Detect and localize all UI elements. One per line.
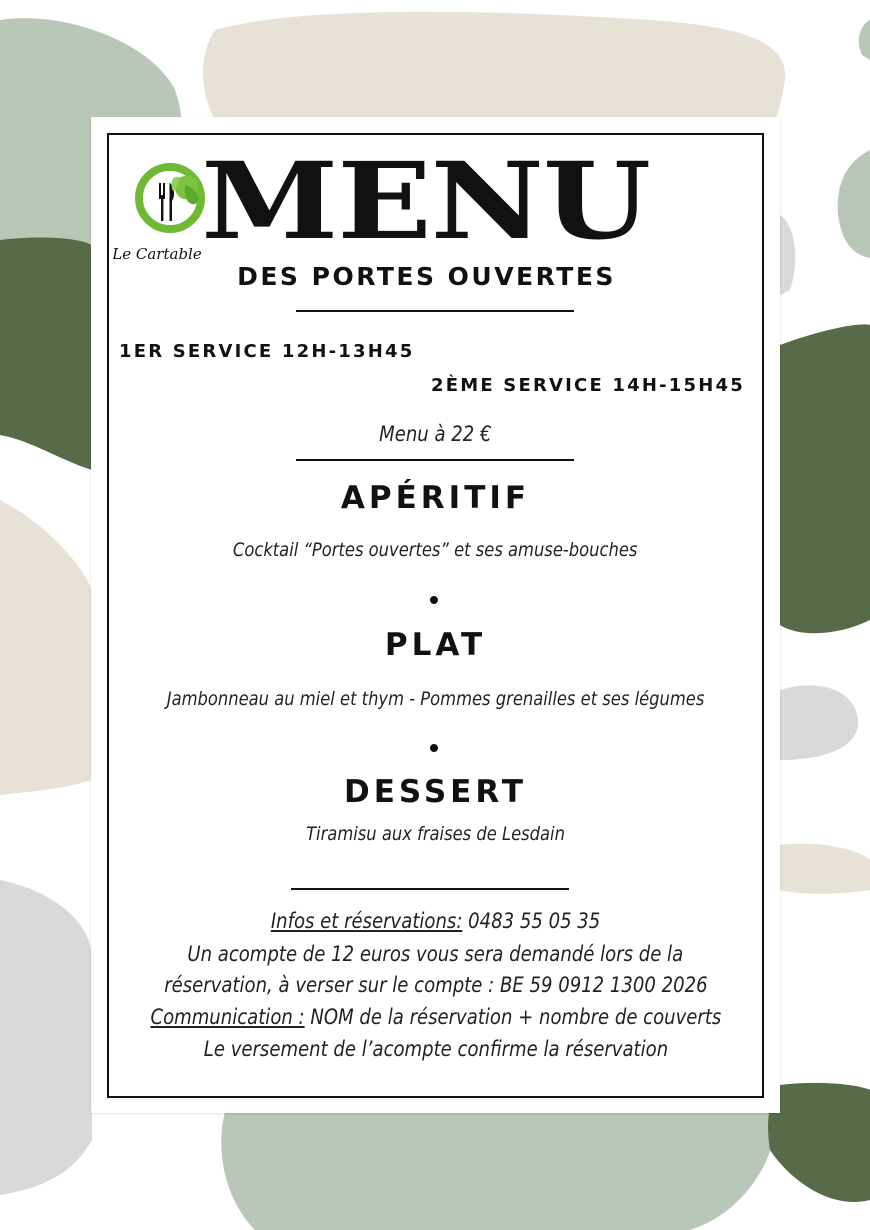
course-desc-wrap-aperitif xyxy=(91,539,780,561)
info-line-5 xyxy=(91,1037,780,1061)
divider-price xyxy=(296,459,574,461)
separator-dot-2 xyxy=(430,744,438,752)
course-description-plat: Jambonneau au miel et thym - Pommes grenailles et ses légumes xyxy=(166,688,705,710)
info-phone: 0483 55 05 35 xyxy=(462,909,601,933)
menu-title: MENU xyxy=(201,138,650,263)
info-line-1 xyxy=(91,909,780,933)
sage-blob-bottom xyxy=(221,1112,775,1230)
info-label: Infos et réservations: xyxy=(270,909,463,933)
communication-label: Communication : xyxy=(150,1005,305,1029)
confirmation-line: Le versement de l’acompte confirme la réservation xyxy=(203,1037,668,1061)
info-line-4 xyxy=(91,1005,780,1029)
logo-text: Le Cartable xyxy=(113,245,202,263)
communication-text: NOM de la réservation + nombre de couverts xyxy=(304,1005,721,1029)
course-description-aperitif: Cocktail “Portes ouvertes” et ses amuse-bouches xyxy=(233,539,638,561)
deposit-line-1: Un acompte de 12 euros vous sera demandé lors de la xyxy=(187,942,684,966)
info-line-2 xyxy=(91,942,780,966)
communication-line xyxy=(150,1005,721,1029)
course-title-dessert: DESSERT xyxy=(344,774,527,810)
price-wrapper xyxy=(91,422,780,446)
sage-sliver-right xyxy=(859,20,870,60)
divider-top xyxy=(296,310,574,312)
first-service: 1ER SERVICE 12H-13H45 xyxy=(119,341,415,362)
dark-green-blob-right xyxy=(780,324,870,633)
info-line-3 xyxy=(91,973,780,997)
menu-subtitle: DES PORTES OUVERTES xyxy=(237,262,616,291)
second-service: 2ÈME SERVICE 14H-15H45 xyxy=(431,375,745,396)
grey-blob-right-top xyxy=(780,215,795,295)
sage-blob-right-top xyxy=(838,150,870,258)
grey-blob-right-mid xyxy=(780,685,858,760)
dark-green-blob-left xyxy=(0,238,92,470)
beige-blob-left xyxy=(0,500,92,795)
separator-dot-1 xyxy=(430,596,438,604)
menu-sheet xyxy=(91,117,780,1113)
info-line-1-text xyxy=(271,909,600,933)
course-desc-wrap-dessert xyxy=(91,823,780,845)
grey-blob-left xyxy=(0,880,92,1195)
dark-green-blob-bottom-right xyxy=(768,1083,870,1202)
course-desc-wrap-plat xyxy=(91,688,780,710)
menu-price: Menu à 22 € xyxy=(379,422,492,446)
course-title-aperitif: APÉRITIF xyxy=(340,480,531,516)
divider-bottom xyxy=(291,888,569,890)
beige-blob-right xyxy=(780,844,870,894)
course-description-dessert: Tiramisu aux fraises de Lesdain xyxy=(306,823,565,845)
deposit-line-2: réservation, à verser sur le compte : BE 59 0912 1300 2026 xyxy=(163,973,708,997)
course-title-plat: PLAT xyxy=(384,627,487,663)
